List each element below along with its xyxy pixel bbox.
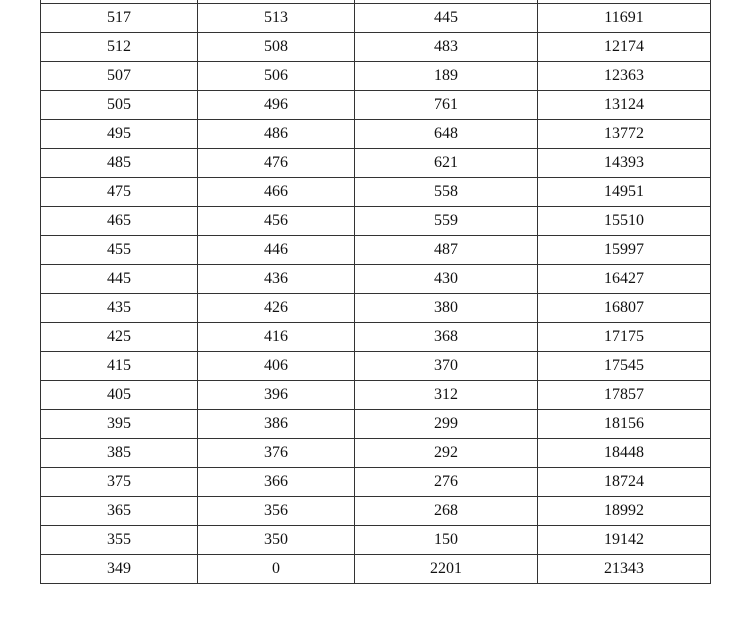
table-cell: 15510 (538, 207, 711, 236)
table-cell: 475 (41, 178, 198, 207)
table-cell: 380 (355, 294, 538, 323)
table-row (41, 265, 711, 294)
table-cell: 430 (355, 265, 538, 294)
table-cell: 415 (41, 352, 198, 381)
table-cell: 312 (355, 381, 538, 410)
table-row (41, 91, 711, 120)
table-cell: 496 (198, 91, 355, 120)
score-table-container (40, 0, 710, 584)
table-cell: 513 (198, 4, 355, 33)
table-cell: 13772 (538, 120, 711, 149)
table-row (41, 149, 711, 178)
table-cell: 483 (355, 33, 538, 62)
table-cell: 356 (198, 497, 355, 526)
table-cell: 368 (355, 323, 538, 352)
table-cell: 396 (198, 381, 355, 410)
table-cell: 366 (198, 468, 355, 497)
table-cell: 621 (355, 149, 538, 178)
table-cell: 18448 (538, 439, 711, 468)
table-cell: 512 (41, 33, 198, 62)
table-cell: 15997 (538, 236, 711, 265)
table-row (41, 33, 711, 62)
table-cell: 436 (198, 265, 355, 294)
table-cell: 761 (355, 91, 538, 120)
table-cell: 17175 (538, 323, 711, 352)
table-cell: 17857 (538, 381, 711, 410)
table-cell: 416 (198, 323, 355, 352)
table-cell: 485 (41, 149, 198, 178)
table-row (41, 120, 711, 149)
table-cell: 276 (355, 468, 538, 497)
table-cell: 517 (41, 4, 198, 33)
table-cell: 375 (41, 468, 198, 497)
table-cell: 386 (198, 410, 355, 439)
table-row (41, 323, 711, 352)
table-cell: 507 (41, 62, 198, 91)
table-cell: 268 (355, 497, 538, 526)
table-cell: 425 (41, 323, 198, 352)
table-row (41, 178, 711, 207)
table-cell: 21343 (538, 555, 711, 584)
table-cell: 486 (198, 120, 355, 149)
table-cell: 11691 (538, 4, 711, 33)
table-cell: 349 (41, 555, 198, 584)
table-cell: 435 (41, 294, 198, 323)
table-cell: 150 (355, 526, 538, 555)
table-row (41, 352, 711, 381)
table-cell: 292 (355, 439, 538, 468)
table-cell: 376 (198, 439, 355, 468)
table-cell: 456 (198, 207, 355, 236)
table-cell: 445 (355, 4, 538, 33)
table-row (41, 294, 711, 323)
table-cell: 12174 (538, 33, 711, 62)
table-row (41, 526, 711, 555)
table-row (41, 410, 711, 439)
table-cell: 405 (41, 381, 198, 410)
table-cell: 16807 (538, 294, 711, 323)
table-cell: 476 (198, 149, 355, 178)
table-cell: 465 (41, 207, 198, 236)
table-cell: 505 (41, 91, 198, 120)
table-cell: 446 (198, 236, 355, 265)
table-cell: 17545 (538, 352, 711, 381)
table-cell: 559 (355, 207, 538, 236)
table-cell: 18992 (538, 497, 711, 526)
table-cell: 648 (355, 120, 538, 149)
table-cell: 14951 (538, 178, 711, 207)
table-cell: 506 (198, 62, 355, 91)
table-row (41, 4, 711, 33)
table-cell: 189 (355, 62, 538, 91)
table-cell: 385 (41, 439, 198, 468)
table-cell: 466 (198, 178, 355, 207)
score-table-body (41, 0, 711, 584)
table-cell: 18724 (538, 468, 711, 497)
table-cell: 445 (41, 265, 198, 294)
table-row (41, 62, 711, 91)
table-cell: 406 (198, 352, 355, 381)
table-cell: 12363 (538, 62, 711, 91)
table-row (41, 555, 711, 584)
table-cell: 16427 (538, 265, 711, 294)
table-row (41, 381, 711, 410)
table-cell: 495 (41, 120, 198, 149)
table-cell: 355 (41, 526, 198, 555)
table-cell: 370 (355, 352, 538, 381)
table-row (41, 207, 711, 236)
table-row (41, 497, 711, 526)
table-row (41, 439, 711, 468)
table-cell: 365 (41, 497, 198, 526)
table-cell: 558 (355, 178, 538, 207)
table-cell: 350 (198, 526, 355, 555)
table-cell: 14393 (538, 149, 711, 178)
table-cell: 487 (355, 236, 538, 265)
table-cell: 508 (198, 33, 355, 62)
table-cell: 18156 (538, 410, 711, 439)
table-cell: 455 (41, 236, 198, 265)
table-cell: 0 (198, 555, 355, 584)
table-cell: 426 (198, 294, 355, 323)
table-cell: 299 (355, 410, 538, 439)
score-table (40, 0, 711, 584)
table-cell: 19142 (538, 526, 711, 555)
table-cell: 13124 (538, 91, 711, 120)
table-cell: 395 (41, 410, 198, 439)
table-row (41, 468, 711, 497)
table-cell: 2201 (355, 555, 538, 584)
table-row (41, 236, 711, 265)
